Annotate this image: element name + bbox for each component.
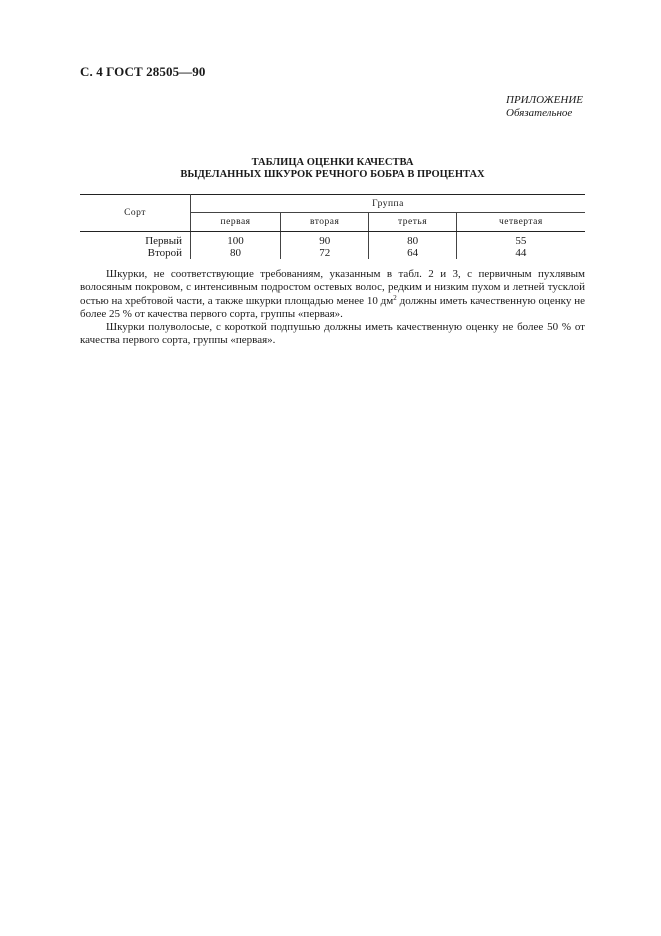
- row-sort-name: Второй: [80, 247, 191, 259]
- group-column-header: Группа: [191, 195, 586, 213]
- table-cell: 55: [456, 232, 585, 248]
- superscript: 2: [393, 293, 397, 302]
- paragraph-2: Шкурки полуволосые, с короткой подпушью должны иметь качественную оценку не более 50 % от качества первого сорта, группы «первая».: [80, 321, 585, 347]
- group-header-fourth: четвертая: [456, 213, 585, 232]
- page-header: С. 4 ГОСТ 28505—90: [80, 64, 206, 79]
- table-title: [80, 157, 585, 181]
- group-header-first: первая: [191, 213, 281, 232]
- body-text: [80, 268, 585, 348]
- table-cell: 64: [369, 247, 456, 259]
- table-cell: 90: [281, 232, 369, 248]
- table-title-line-2: ВЫДЕЛАННЫХ ШКУРОК РЕЧНОГО БОБРА В ПРОЦЕНТАХ: [180, 169, 485, 180]
- row-sort-name: Первый: [80, 232, 191, 248]
- table-cell: 80: [369, 232, 456, 248]
- group-header-second: вторая: [281, 213, 369, 232]
- appendix-status: Обязательное: [506, 107, 573, 119]
- table-row: [80, 232, 585, 248]
- paragraph-1: Шкурки, не соответствующие требованиям, указанным в табл. 2 и 3, с первичным пухлявым волосяным покровом, с интенсивным подростом остевых волос, редким и низким пухом и летней тусклой остью на хребтовой части, а также шкурки площадью менее 10 $дм^2$ должны иметь качественную оценку не более 25 % от качества первого сорта, группы «первая».: [80, 268, 585, 320]
- group-header-third: третья: [369, 213, 456, 232]
- table-cell: 44: [456, 247, 585, 259]
- table-title-line-1: ТАБЛИЦА ОЦЕНКИ КАЧЕСТВА: [251, 157, 414, 168]
- table-row: [80, 247, 585, 259]
- table-cell: 80: [230, 247, 242, 259]
- table-cell: 100: [227, 235, 244, 247]
- table-cell: 72: [281, 247, 369, 259]
- appendix-label: [506, 94, 583, 120]
- appendix-title: ПРИЛОЖЕНИЕ: [506, 94, 583, 106]
- sort-column-header: Сорт: [80, 195, 191, 232]
- quality-table: [80, 194, 585, 259]
